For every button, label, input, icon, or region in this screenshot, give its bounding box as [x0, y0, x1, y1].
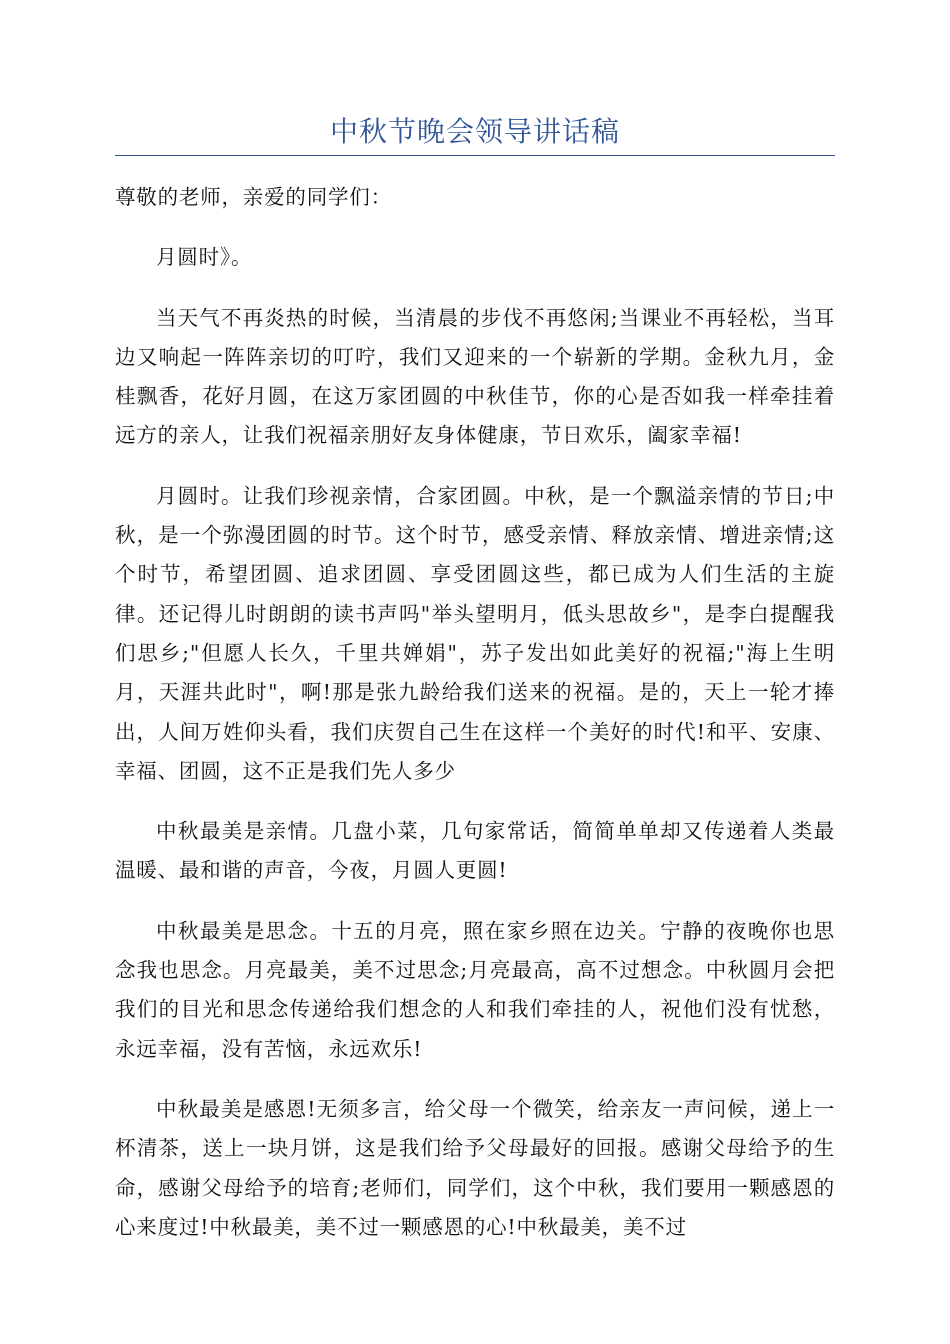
document-body [115, 178, 835, 1268]
paragraph-3: 月圆时。让我们珍视亲情，合家团圆。中秋，是一个飘溢亲情的节日;中秋，是一个弥漫团圆的时节。这个时节，感受亲情、释放亲情、增进亲情;这个时节，希望团圆、追求团圆、享受团圆这些，都已成为人们生活的主旋律。还记得儿时朗朗的读书声吗"举头望明月，低头思故乡"，是李白提醒我们思乡;"但愿人长久，千里共婵娟"，苏子发出如此美好的祝福;"海上生明月，天涯共此时"，啊!那是张九龄给我们送来的祝福。是的，天上一轮才捧出，人间万姓仰头看，我们庆贺自己生在这样一个美好的时代!和平、安康、幸福、团圆，这不正是我们先人多少 [115, 483, 835, 783]
paragraph-6: 中秋最美是感恩!无须多言，给父母一个微笑，给亲友一声问候，递上一杯清茶，送上一块月饼，这是我们给予父母最好的回报。感谢父母给予的生命，感谢父母给予的培育;老师们，同学们，这个中秋，我们要用一颗感恩的心来度过!中秋最美，美不过一颗感恩的心!中秋最美，美不过 [115, 1096, 835, 1239]
paragraph-5: 中秋最美是思念。十五的月亮，照在家乡照在边关。宁静的夜晚你也思念我也思念。月亮最美，美不过思念;月亮最高，高不过想念。中秋圆月会把我们的目光和思念传递给我们想念的人和我们牵挂的人，祝他们没有忧愁，永远幸福，没有苦恼，永远欢乐! [115, 918, 835, 1061]
title-divider [115, 155, 835, 156]
paragraph-4: 中秋最美是亲情。几盘小菜，几句家常话，简简单单却又传递着人类最温暖、最和谐的声音，今夜，月圆人更圆! [115, 819, 835, 883]
paragraph-1: 月圆时》。 [156, 245, 253, 270]
greeting-line: 尊敬的老师，亲爱的同学们： [115, 185, 392, 209]
document-title: 中秋节晚会领导讲话稿 [329, 115, 620, 148]
paragraph-2: 当天气不再炎热的时候，当清晨的步伐不再悠闲;当课业不再轻松，当耳边又响起一阵阵亲切的叮咛，我们又迎来的一个崭新的学期。金秋九月，金桂飘香，花好月圆，在这万家团圆的中秋佳节，你的心是否如我一样牵挂着远方的亲人，让我们祝福亲朋好友身体健康，节日欢乐，阖家幸福! [115, 305, 835, 448]
